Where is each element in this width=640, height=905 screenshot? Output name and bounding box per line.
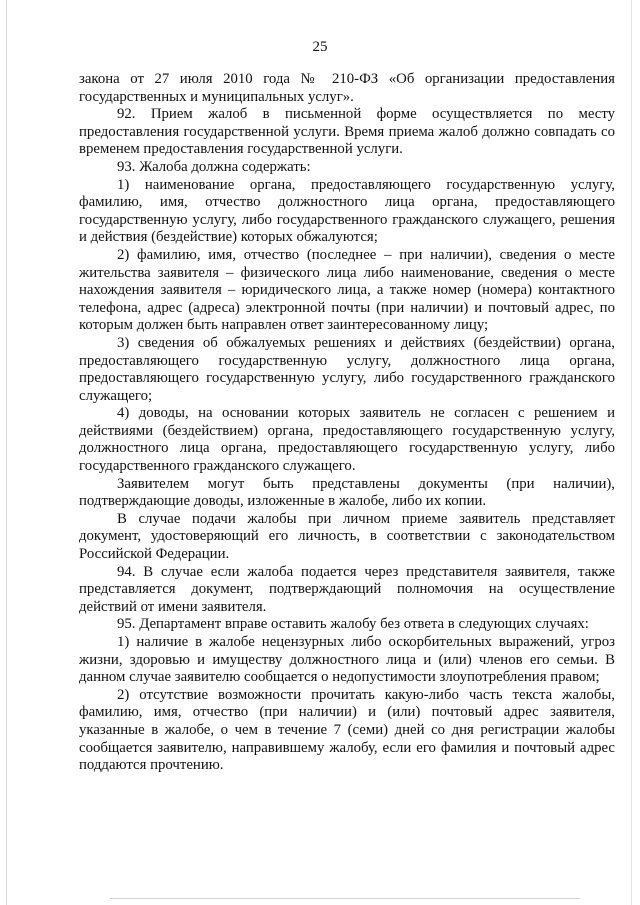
paragraph-93-item-1: 1) наименование органа, предоставляющего государственную услугу, фамилию, имя, отчество должностного лица органа, предоставляющего государственную услугу, либо государственного гражданского служащего, решения и действия (бездействие) которых обжалуются; [79, 176, 615, 246]
paragraph-93-item-2: 2) фамилию, имя, отчество (последнее – при наличии), сведения о месте жительства заявителя – физического лица либо наименование, сведения о месте нахождения заявителя – юридического лица, а также номер (номера) контактного телефона, адрес (адреса) электронной почты (при наличии) и почтовый адрес, по которым должен быть направлен ответ заинтересованному лицу; [79, 246, 615, 334]
document-body [79, 71, 615, 775]
scan-edge-left [6, 0, 7, 905]
scan-edge-bottom [110, 898, 580, 899]
paragraph-95-item-2: 2) отсутствие возможности прочитать какую-либо часть текста жалобы, фамилию, имя, отчество (при наличии) и (или) почтовый адрес заявителя, указанные в жалобе, о чем в течение 7 (семи) дней со дня регистрации жалобы сообщается заявителю, направившему жалобу, если его фамилия и почтовый адрес поддаются прочтению. [79, 686, 615, 774]
paragraph-93-item-4: 4) доводы, на основании которых заявитель не согласен с решением и действиями (бездействием) органа, предоставляющего государственную услугу, должностного лица органа, предоставляющего государственную услугу, либо государственного гражданского служащего. [79, 405, 615, 475]
paragraph-95-item-1: 1) наличие в жалобе нецензурных либо оскорбительных выражений, угроз жизни, здоровью и имуществу должностного лица и (или) членов его семьи. В данном случае заявителю сообщается о недопустимости злоупотребления правом; [79, 634, 615, 686]
scan-edge-right [631, 0, 632, 905]
paragraph-documents: Заявителем могут быть представлены документы (при наличии), подтверждающие доводы, изложенные в жалобе, либо их копии. [79, 475, 615, 510]
paragraph-93: 93. Жалоба должна содержать: [117, 158, 311, 175]
paragraph-95: 95. Департамент вправе оставить жалобу без ответа в следующих случаях: [117, 616, 589, 633]
paragraph-94: 94. В случае если жалоба подается через представителя заявителя, также представляется документ, подтверждающий полномочия на осуществление действий от имени заявителя. [79, 563, 615, 615]
paragraph-92: 92. Прием жалоб в письменной форме осуществляется по месту предоставления государственной услуги. Время приема жалоб должно совпадать со временем предоставления государственной услуги. [79, 106, 615, 158]
page-number: 25 [312, 39, 328, 55]
paragraph-law-continuation: закона от 27 июля 2010 года № 210-ФЗ «Об организации предоставления государственных и муниципальных услуг». [79, 71, 615, 105]
paragraph-personal-reception: В случае подачи жалобы при личном приеме заявитель представляет документ, удостоверяющий его личность, в соответствии с законодательством Российской Федерации. [79, 510, 615, 563]
paragraph-93-item-3: 3) сведения об обжалуемых решениях и действиях (бездействии) органа, предоставляющего государственную услугу, должностного лица органа, предоставляющего государственную услугу, либо государственного гражданского служащего; [79, 334, 615, 404]
